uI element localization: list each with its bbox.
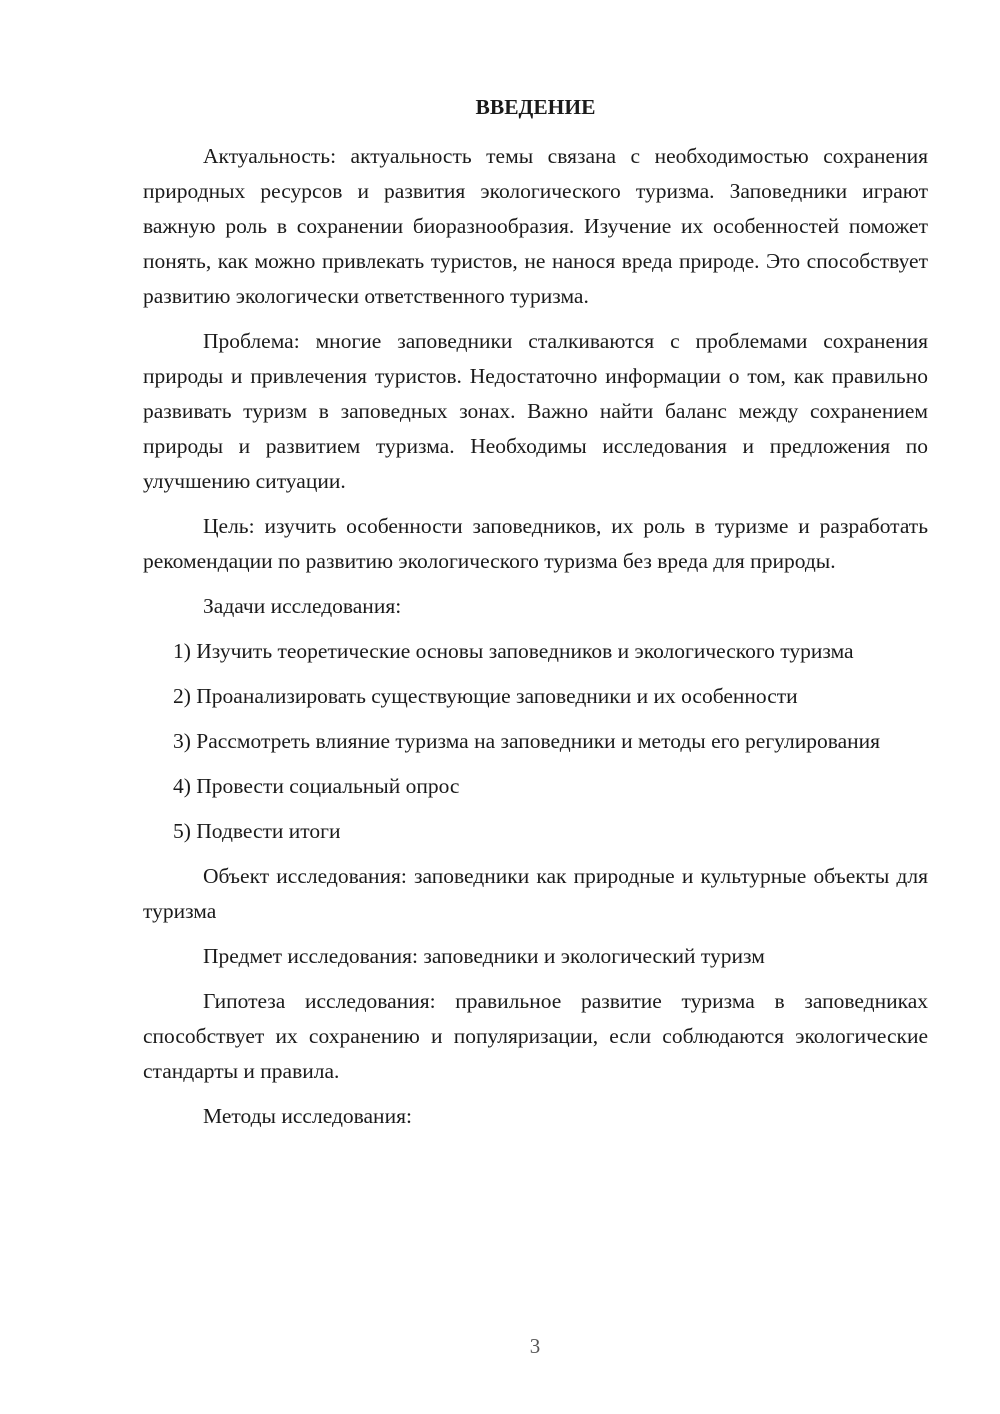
paragraph-methods: Методы исследования: <box>203 1104 412 1128</box>
paragraph-relevance: Актуальность: актуальность темы связана с необходимостью сохранения природных ресурсов и развития экологического туризма. Заповедники играют важную роль в сохранении биоразнообразия. Изучение их особенностей поможет понять, как можно привлекать туристов, не нанося вреда природе. Это способствует развитию экологически ответственного туризма. <box>143 144 928 308</box>
document-title: ВВЕДЕНИЕ <box>475 95 596 119</box>
task-item-5: 5) Подвести итоги <box>173 819 341 843</box>
page-number: 3 <box>529 1334 541 1358</box>
paragraph-hypothesis: Гипотеза исследования: правильное развитие туризма в заповедниках способствует их сохранению и популяризации, если соблюдаются экологические стандарты и правила. <box>143 989 928 1083</box>
task-item-2: 2) Проанализировать существующие заповедники и их особенности <box>173 684 798 708</box>
task-item-3: 3) Рассмотреть влияние туризма на заповедники и методы его регулирования <box>173 729 881 753</box>
paragraph-problem: Проблема: многие заповедники сталкиваются с проблемами сохранения природы и привлечения туристов. Недостаточно информации о том, как правильно развивать туризм в заповедных зонах. Важно найти баланс между сохранением природы и развитием туризма. Необходимы исследования и предложения по улучшению ситуации. <box>143 329 928 493</box>
document-page <box>143 90 928 1144</box>
task-item-4: 4) Провести социальный опрос <box>173 774 460 798</box>
paragraph-goal: Цель: изучить особенности заповедников, их роль в туризме и разработать рекомендации по развитию экологического туризма без вреда для природы. <box>143 514 928 573</box>
task-item-1: 1) Изучить теоретические основы заповедников и экологического туризма <box>173 639 854 663</box>
paragraph-tasks-heading: Задачи исследования: <box>203 594 402 618</box>
paragraph-subject: Предмет исследования: заповедники и экологический туризм <box>203 944 765 968</box>
paragraph-object: Объект исследования: заповедники как природные и культурные объекты для туризма <box>143 864 928 923</box>
